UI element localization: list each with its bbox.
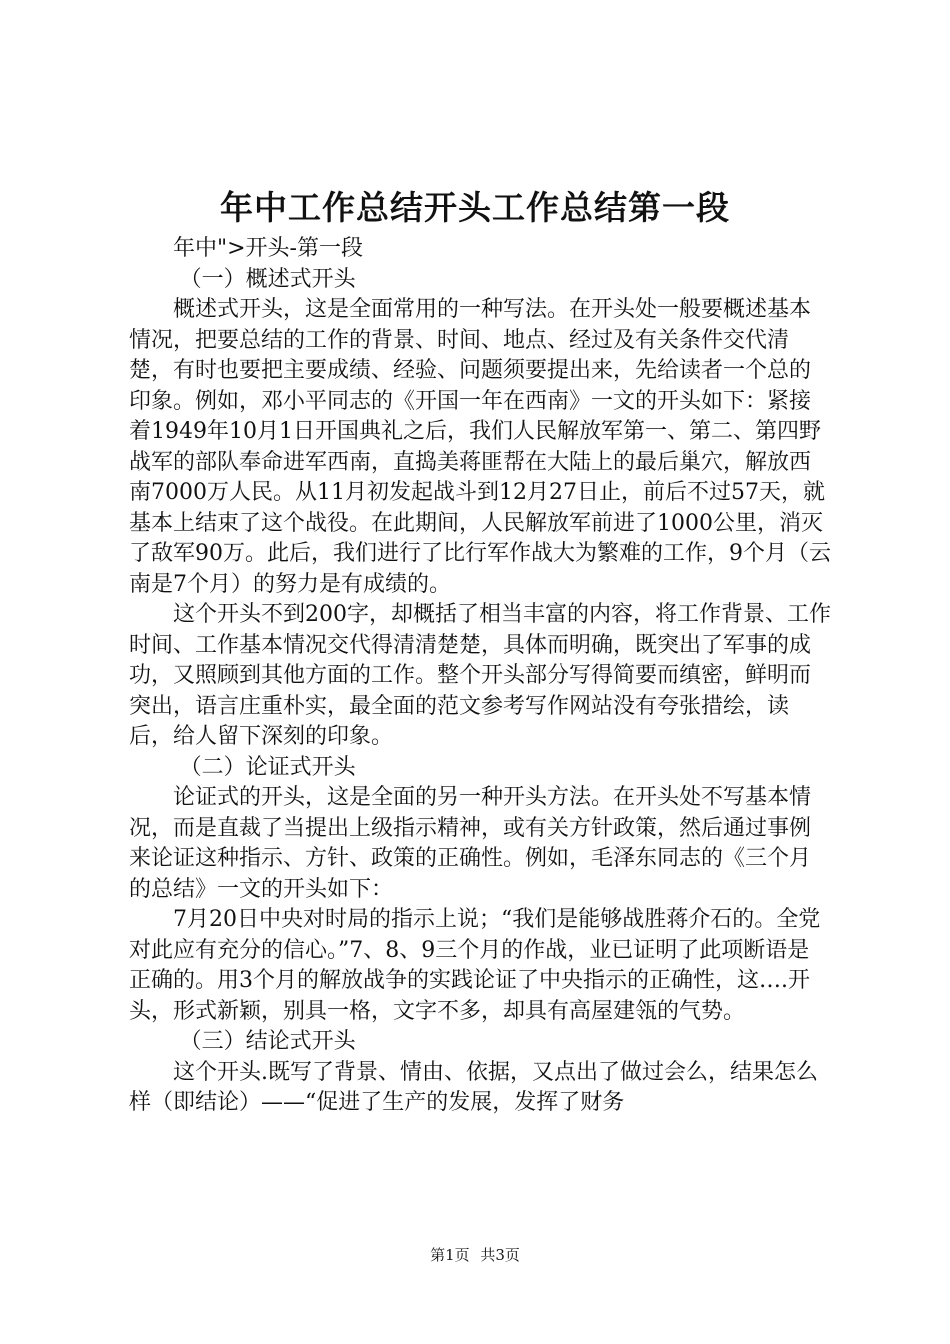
section-heading: （二）论证式开头	[179, 754, 356, 780]
paragraph: 这个开头不到200字，却概括了相当丰富的内容，将工作背景、工作时间、工作基本情况交代得清清楚楚，具体而明确，既突出了军事的成功，又照顾到其他方面的工作。整个开头部分写得简要而缜密，鲜明而突出，语言庄重朴实，最全面的范文参考写作网站没有夸张措绘，读后，给人留下深刻的印象。	[129, 602, 831, 749]
document-body	[129, 234, 831, 1119]
paragraph: 这个开头.既写了背景、情由、依据，又点出了做过会么，结果怎么样（即结论）——“促进了生产的发展，发挥了财务	[129, 1059, 818, 1115]
section-heading: （三）结论式开头	[179, 1029, 356, 1054]
paragraph: 概述式开头，这是全面常用的一种写法。在开头处一般要概述基本情况，把要总结的工作的背景、时间、地点、经过及有关条件交代清楚，有时也要把主要成绩、经验、问题须要提出来，先给读者一个总的印象。例如，邓小平同志的《开国一年在西南》一文的开头如下：紧接着1949年10月1日开国典礼之后，我们人民解放军第一、第二、第四野战军的部队奉命进军西南，直捣美蒋匪帮在大陆上的最后巢穴，解放西南7000万人民。从11月初发起战斗到12月27日止，前后不过57天，就基本上结束了这个战役。在此期间，人民解放军前进了1000公里，消灭了敌军90万。此后，我们进行了比行军作战大为繁难的工作，9个月（云南是7个月）的努力是有成绩的。	[129, 297, 831, 597]
page-footer	[0, 1245, 950, 1265]
document-subtitle: 年中">开头-第一段	[173, 236, 363, 261]
document-title: 年中工作总结开头工作总结第一段	[220, 188, 730, 227]
page-total: 共3页	[480, 1246, 520, 1264]
paragraph: 7月20日中央对时局的指示上说；“我们是能够战胜蒋介石的。全党对此应有充分的信心。”7、8、9三个月的作战，业已证明了此项断语是正确的。用3个月的解放战争的实践论证了中央指示的正确性，这….开头，形式新颖，别具一格，文字不多，却具有高屋建瓴的气势。	[129, 907, 821, 1024]
section-heading: （一）概述式开头	[179, 266, 356, 292]
page-number: 第1页	[430, 1246, 470, 1264]
paragraph: 论证式的开头，这是全面的另一种开头方法。在开头处不写基本情况，而是直裁了当提出上级指示精神，或有关方针政策，然后通过事例来论证这种指示、方针、政策的正确性。例如，毛泽东同志的《三个月的总结》一文的开头如下：	[129, 785, 812, 902]
